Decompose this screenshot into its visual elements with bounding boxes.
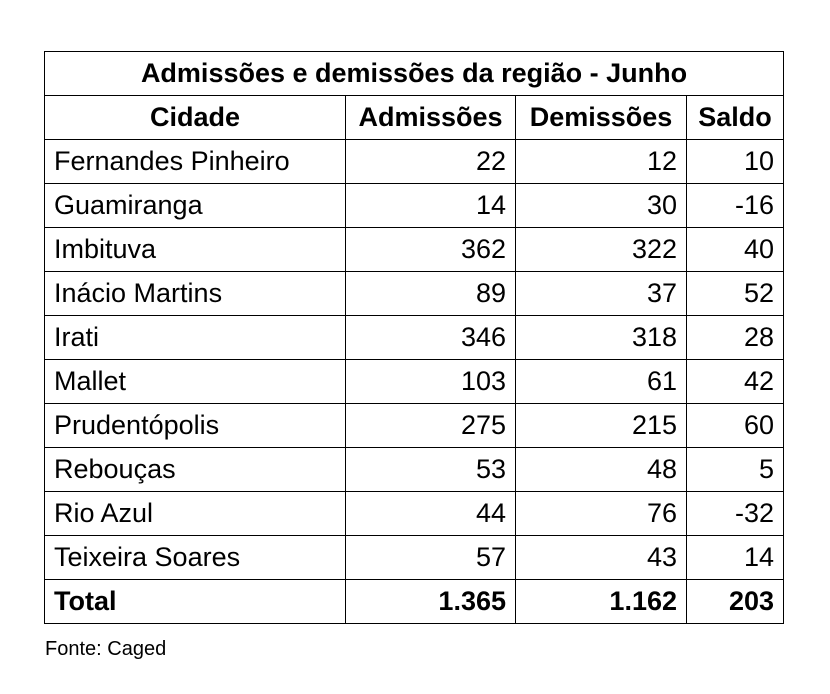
- header-city: Cidade: [45, 96, 346, 140]
- cell-city: Inácio Martins: [45, 272, 346, 316]
- header-balance: Saldo: [687, 96, 784, 140]
- cell-city: Mallet: [45, 360, 346, 404]
- cell-city: Irati: [45, 316, 346, 360]
- cell-admissions: 53: [346, 448, 516, 492]
- table-row: [45, 228, 784, 272]
- total-row: [45, 580, 784, 624]
- table-row: [45, 316, 784, 360]
- header-dismissals: Demissões: [516, 96, 687, 140]
- table-row: [45, 140, 784, 184]
- cell-balance: 10: [687, 140, 784, 184]
- cell-balance: 5: [687, 448, 784, 492]
- header-admissions: Admissões: [346, 96, 516, 140]
- cell-admissions: 103: [346, 360, 516, 404]
- cell-dismissals: 61: [516, 360, 687, 404]
- cell-dismissals: 12: [516, 140, 687, 184]
- cell-balance: -16: [687, 184, 784, 228]
- table-row: [45, 360, 784, 404]
- cell-balance: 60: [687, 404, 784, 448]
- cell-balance: 42: [687, 360, 784, 404]
- total-label: Total: [45, 580, 346, 624]
- cell-admissions: 22: [346, 140, 516, 184]
- cell-city: Teixeira Soares: [45, 536, 346, 580]
- cell-dismissals: 48: [516, 448, 687, 492]
- cell-admissions: 44: [346, 492, 516, 536]
- table-row: [45, 404, 784, 448]
- table-row: [45, 448, 784, 492]
- cell-admissions: 362: [346, 228, 516, 272]
- cell-admissions: 14: [346, 184, 516, 228]
- cell-dismissals: 37: [516, 272, 687, 316]
- cell-balance: 28: [687, 316, 784, 360]
- cell-dismissals: 322: [516, 228, 687, 272]
- total-dismissals: 1.162: [516, 580, 687, 624]
- cell-admissions: 89: [346, 272, 516, 316]
- cell-dismissals: 215: [516, 404, 687, 448]
- table-row: [45, 272, 784, 316]
- cell-balance: -32: [687, 492, 784, 536]
- cell-city: Imbituva: [45, 228, 346, 272]
- table-row: [45, 536, 784, 580]
- total-balance: 203: [687, 580, 784, 624]
- table-header-row: [45, 96, 784, 140]
- cell-admissions: 275: [346, 404, 516, 448]
- table-row: [45, 492, 784, 536]
- cell-dismissals: 76: [516, 492, 687, 536]
- cell-dismissals: 43: [516, 536, 687, 580]
- cell-city: Fernandes Pinheiro: [45, 140, 346, 184]
- cell-city: Guamiranga: [45, 184, 346, 228]
- table-title: Admissões e demissões da região - Junho: [45, 52, 784, 96]
- cell-city: Rio Azul: [45, 492, 346, 536]
- cell-dismissals: 318: [516, 316, 687, 360]
- cell-balance: 40: [687, 228, 784, 272]
- cell-city: Prudentópolis: [45, 404, 346, 448]
- cell-admissions: 57: [346, 536, 516, 580]
- cell-city: Rebouças: [45, 448, 346, 492]
- table-title-row: [45, 52, 784, 96]
- table-container: [44, 51, 783, 624]
- table-row: [45, 184, 784, 228]
- cell-balance: 52: [687, 272, 784, 316]
- cell-dismissals: 30: [516, 184, 687, 228]
- cell-admissions: 346: [346, 316, 516, 360]
- admissions-table: [44, 51, 784, 624]
- total-admissions: 1.365: [346, 580, 516, 624]
- source-note: Fonte: Caged: [45, 638, 167, 660]
- cell-balance: 14: [687, 536, 784, 580]
